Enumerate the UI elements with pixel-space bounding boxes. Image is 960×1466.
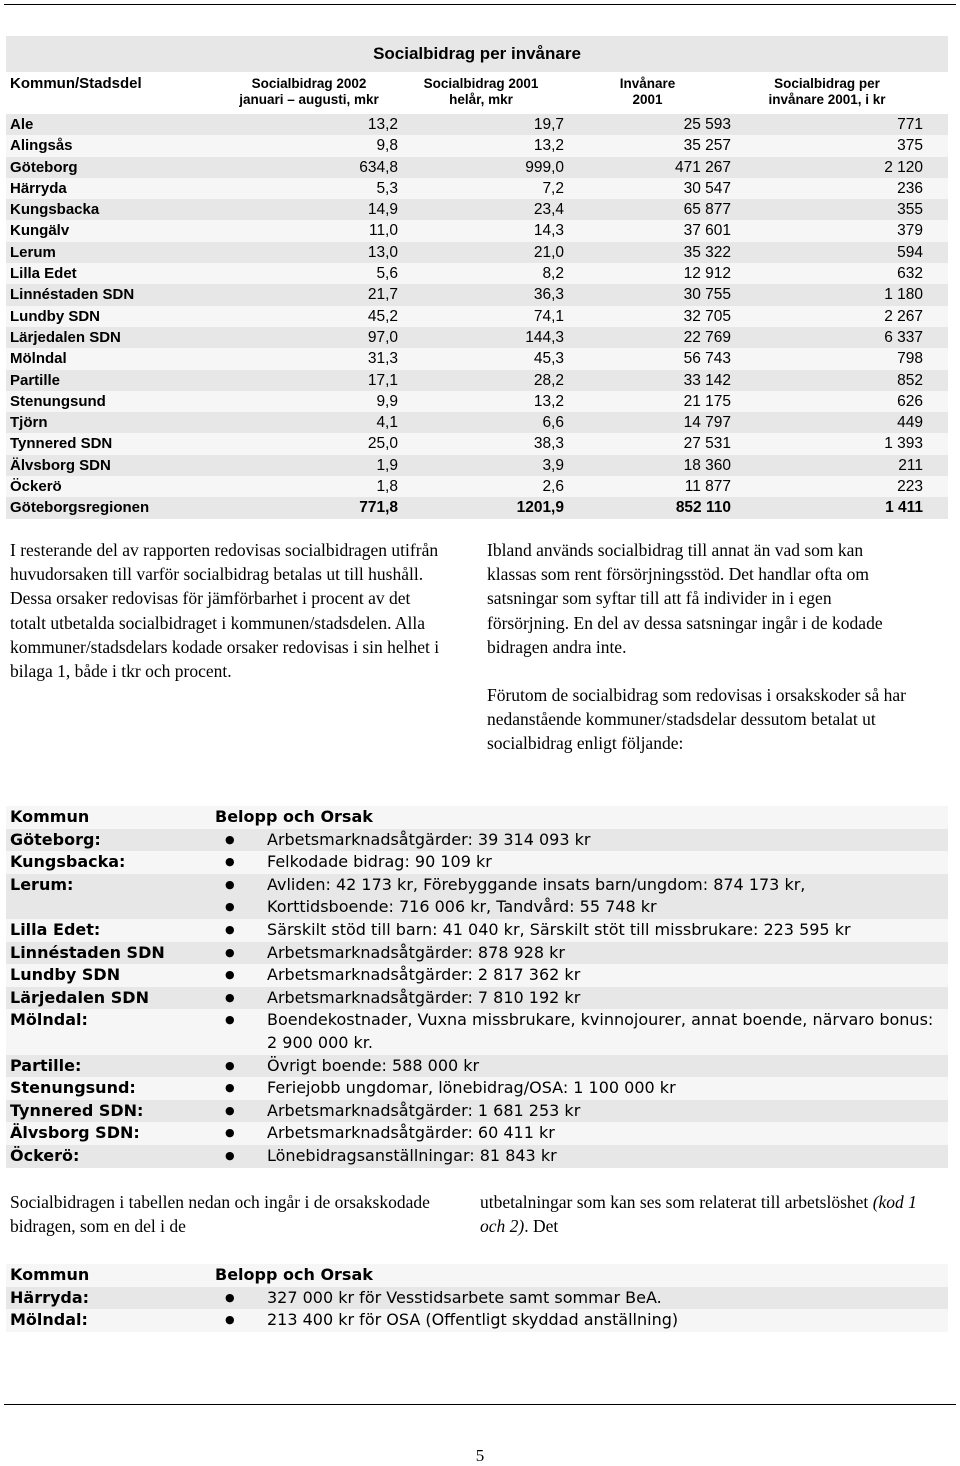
value-2002: 9,9 <box>376 392 398 410</box>
row-name: Lundby SDN <box>10 307 100 325</box>
value-per-invanare: 355 <box>897 201 923 219</box>
value-2001: 14,3 <box>533 222 564 240</box>
row-name: Stenungsund <box>10 392 106 410</box>
causes-orsak <box>215 919 948 942</box>
causes-row <box>6 1287 948 1310</box>
value-per-invanare: 236 <box>897 179 923 197</box>
right-paragraph-1: Ibland används socialbidrag till annat än vad som kan klassas som rent försörjningsstöd. Det handlar ofta om satsningar som syftar till att få individer in i egen försörjning. En del av dessa satsningar ingår i de kodade bidragen andra inte. <box>487 540 883 657</box>
value-2002: 1,8 <box>376 478 398 496</box>
bullet-icon: ● <box>225 922 235 936</box>
bottom-rule <box>4 1404 956 1405</box>
total-2001: 1201,9 <box>516 499 564 517</box>
value-2002: 97,0 <box>367 328 398 346</box>
causes-text: Felkodade bidrag: 90 109 kr <box>267 852 492 872</box>
value-2002: 14,9 <box>367 201 398 219</box>
causes-row <box>6 829 948 852</box>
total-2002: 771,8 <box>359 499 398 517</box>
row-name: Härryda <box>10 179 67 197</box>
value-per-invanare: 632 <box>897 265 923 283</box>
causes-kommun: Tynnered SDN: <box>10 1100 144 1120</box>
row-name: Alingsås <box>10 137 73 155</box>
causes-table-1 <box>6 806 948 1168</box>
table-body <box>6 114 948 497</box>
row-name: Mölndal <box>10 350 67 368</box>
bullet-icon: ● <box>225 855 235 869</box>
value-2002: 31,3 <box>367 350 398 368</box>
row-name: Kungsbacka <box>10 201 100 219</box>
value-2002: 25,0 <box>367 435 398 453</box>
header-per-invanare: Socialbidrag per invånare 2001, i kr <box>768 76 886 107</box>
value-invanare: 22 769 <box>683 328 731 346</box>
value-2001: 2,6 <box>542 478 564 496</box>
table-title: Socialbidrag per invånare <box>6 36 948 72</box>
row-name: Kungälv <box>10 222 70 240</box>
table-row <box>6 412 948 433</box>
row-name: Lilla Edet <box>10 265 77 283</box>
bullet-icon: ● <box>225 945 235 959</box>
table-row <box>6 114 948 135</box>
left-paragraph: I resterande del av rapporten redovisas socialbidragen utifrån huvudorsaken till varför socialbidrag betalas ut till hushåll. Dessa orsaker redovisas för jämförbarhet i procent av det totalt utbetalda socialbidraget i kommunen/stadsdelen. Alla kommuner/stadsdelars kodade orsaker redovisas i sin helhet i bilaga 1, både i tkr och procent. <box>10 540 440 682</box>
causes-orsak <box>215 964 948 987</box>
value-2001: 45,3 <box>533 350 564 368</box>
value-invanare: 35 322 <box>683 243 731 261</box>
causes-line <box>215 1145 948 1168</box>
causes-kommun: Lärjedalen SDN <box>10 987 149 1007</box>
causes-kommun: Kungsbacka: <box>10 852 126 872</box>
causes-text: 327 000 kr för Vesstidsarbete samt sommar BeA. <box>267 1287 662 1307</box>
value-invanare: 12 912 <box>683 265 731 283</box>
header-kommun: Kommun/Stadsdel <box>10 75 142 92</box>
value-per-invanare: 852 <box>897 371 923 389</box>
value-2001: 3,9 <box>542 456 564 474</box>
causes-line <box>215 874 948 897</box>
value-per-invanare: 223 <box>897 478 923 496</box>
causes-orsak <box>215 829 948 852</box>
causes-row <box>6 1100 948 1123</box>
value-invanare: 25 593 <box>683 116 731 133</box>
table-total-row <box>6 497 948 518</box>
causes-orsak <box>215 1100 948 1123</box>
value-2001: 36,3 <box>533 286 564 304</box>
row-name: Linnéstaden SDN <box>10 286 135 304</box>
value-2001: 8,2 <box>542 265 564 283</box>
bullet-icon: ● <box>225 1081 235 1095</box>
causes-text: Övrigt boende: 588 000 kr <box>267 1055 480 1075</box>
table-row <box>6 220 948 241</box>
value-2002: 13,2 <box>367 116 398 133</box>
causes-line <box>215 1309 948 1332</box>
row-name: Lärjedalen SDN <box>10 328 121 346</box>
causes-line <box>215 896 948 919</box>
value-2002: 17,1 <box>367 371 398 389</box>
causes-line <box>215 1100 948 1123</box>
value-invanare: 471 267 <box>674 158 731 176</box>
causes-text: Särskilt stöd till barn: 41 040 kr, Särskilt stöt till missbrukare: 223 595 kr <box>267 919 851 939</box>
value-per-invanare: 798 <box>897 350 923 368</box>
causes-row <box>6 851 948 874</box>
value-2002: 5,6 <box>376 265 398 283</box>
causes-text: Arbetsmarknadsåtgärder: 39 314 093 kr <box>267 829 591 849</box>
bullet-icon: ● <box>225 1013 235 1027</box>
value-2002: 5,3 <box>376 179 398 197</box>
causes-header-kommun: Kommun <box>10 807 90 826</box>
bullet-icon: ● <box>225 1313 235 1327</box>
causes-header-orsak: Belopp och Orsak <box>215 1265 373 1284</box>
causes-orsak <box>215 851 948 874</box>
causes-text: Arbetsmarknadsåtgärder: 60 411 kr <box>267 1123 555 1143</box>
value-2001: 38,3 <box>533 435 564 453</box>
causes-orsak <box>215 1287 948 1310</box>
causes-text: Arbetsmarknadsåtgärder: 7 810 192 kr <box>267 987 581 1007</box>
causes-kommun: Partille: <box>10 1055 82 1075</box>
causes-kommun: Mölndal: <box>10 1010 88 1030</box>
value-invanare: 18 360 <box>683 456 731 474</box>
value-invanare: 35 257 <box>683 137 731 155</box>
table-row <box>6 178 948 199</box>
causes-line <box>215 829 948 852</box>
right-paragraphs <box>487 538 907 756</box>
value-per-invanare: 6 337 <box>884 328 923 346</box>
table-row <box>6 284 948 305</box>
causes-text: Lönebidragsanställningar: 81 843 kr <box>267 1145 557 1165</box>
value-per-invanare: 1 180 <box>884 286 923 304</box>
causes-table-2 <box>6 1264 948 1332</box>
causes-header-kommun: Kommun <box>10 1265 90 1284</box>
value-invanare: 37 601 <box>683 222 731 240</box>
causes-header <box>6 806 948 829</box>
value-2002: 45,2 <box>367 307 398 325</box>
causes-text: Feriejobb ungdomar, lönebidrag/OSA: 1 100 000 kr <box>267 1078 676 1098</box>
header-2002: Socialbidrag 2002 januari – augusti, mkr <box>239 76 379 107</box>
causes-kommun: Lundby SDN <box>10 965 121 985</box>
value-invanare: 21 175 <box>683 392 731 410</box>
causes-line <box>215 987 948 1010</box>
table-row <box>6 157 948 178</box>
bullet-icon: ● <box>225 990 235 1004</box>
header-2001: Socialbidrag 2001 helår, mkr <box>423 76 539 107</box>
value-2002: 4,1 <box>376 414 398 432</box>
bottom-right-paragraph: utbetalningar som kan ses som relaterat till arbetslöshet (kod 1 och 2). Det <box>480 1192 917 1237</box>
value-invanare: 30 547 <box>683 179 731 197</box>
bullet-icon: ● <box>225 1148 235 1162</box>
causes-text: Arbetsmarknadsåtgärder: 1 681 253 kr <box>267 1100 581 1120</box>
causes-line <box>215 1122 948 1145</box>
causes-orsak <box>215 942 948 965</box>
right-paragraph-2: Förutom de socialbidrag som redovisas i orsakskoder så har nedanstående kommuner/stadsdelar dessutom betalat ut socialbidrag enligt följande: <box>487 685 906 754</box>
top-rule <box>4 4 956 5</box>
table-row <box>6 391 948 412</box>
causes-kommun: Öckerö: <box>10 1145 80 1165</box>
causes-kommun: Stenungsund: <box>10 1078 136 1098</box>
causes-text: Avliden: 42 173 kr, Förebyggande insats barn/ungdom: 874 173 kr, <box>267 874 806 894</box>
table-row <box>6 263 948 284</box>
bullet-icon: ● <box>225 1290 235 1304</box>
value-per-invanare: 375 <box>897 137 923 155</box>
bullet-icon: ● <box>225 877 235 891</box>
table-row <box>6 370 948 391</box>
row-name: Lerum <box>10 243 56 261</box>
causes-row <box>6 1009 948 1054</box>
causes-text: Boendekostnader, Vuxna missbrukare, kvinnojourer, annat boende, närvaro bonus: 2 900 000 kr. <box>267 1010 934 1052</box>
value-2001: 19,7 <box>533 116 564 133</box>
causes-kommun: Mölndal: <box>10 1310 88 1330</box>
causes-line <box>215 1009 948 1054</box>
causes-kommun: Lerum: <box>10 874 74 894</box>
value-2001: 7,2 <box>542 179 564 197</box>
value-invanare: 30 755 <box>683 286 731 304</box>
causes-row <box>6 964 948 987</box>
causes-line <box>215 1077 948 1100</box>
causes-line <box>215 851 948 874</box>
value-per-invanare: 771 <box>897 116 923 133</box>
value-2001: 21,0 <box>533 243 564 261</box>
value-2002: 9,8 <box>376 137 398 155</box>
value-2001: 6,6 <box>542 414 564 432</box>
causes-orsak <box>215 1009 948 1054</box>
value-2002: 634,8 <box>359 158 398 176</box>
causes-text: Arbetsmarknadsåtgärder: 2 817 362 kr <box>267 965 581 985</box>
bullet-icon: ● <box>225 968 235 982</box>
row-name: Partille <box>10 371 61 389</box>
causes-row <box>6 1122 948 1145</box>
table-row <box>6 327 948 348</box>
table-row <box>6 306 948 327</box>
value-invanare: 14 797 <box>683 414 731 432</box>
table-row <box>6 476 948 497</box>
causes-text: Arbetsmarknadsåtgärder: 878 928 kr <box>267 942 566 962</box>
value-2001: 13,2 <box>533 392 564 410</box>
value-invanare: 33 142 <box>683 371 731 389</box>
value-invanare: 65 877 <box>683 201 731 219</box>
causes-orsak <box>215 1309 948 1332</box>
value-2002: 11,0 <box>368 222 398 240</box>
row-name: Ale <box>10 116 34 133</box>
page-number: 5 <box>475 1446 485 1465</box>
value-per-invanare: 1 393 <box>884 435 923 453</box>
row-name: Tjörn <box>10 414 48 432</box>
value-invanare: 11 877 <box>684 478 731 496</box>
row-name: Göteborg <box>10 158 78 176</box>
table-header <box>6 72 948 114</box>
table-row <box>6 455 948 476</box>
causes-orsak <box>215 1145 948 1168</box>
row-name: Älvsborg SDN <box>10 456 111 474</box>
causes-orsak <box>215 1077 948 1100</box>
value-per-invanare: 449 <box>897 414 923 432</box>
value-2001: 74,1 <box>533 307 564 325</box>
value-2001: 23,4 <box>533 201 564 219</box>
causes-orsak <box>215 874 948 919</box>
bullet-icon: ● <box>225 1126 235 1140</box>
causes-header-orsak: Belopp och Orsak <box>215 807 373 826</box>
value-invanare: 56 743 <box>683 350 731 368</box>
value-invanare: 32 705 <box>683 307 731 325</box>
row-name: Öckerö <box>10 478 62 496</box>
causes-row <box>6 942 948 965</box>
causes-header <box>6 1264 948 1287</box>
causes-line <box>215 1055 948 1078</box>
value-per-invanare: 626 <box>897 392 923 410</box>
causes-line <box>215 919 948 942</box>
causes-row <box>6 919 948 942</box>
bottom-left-paragraph: Socialbidragen i tabellen nedan och ingår i de orsakskodade bidragen, som en del i de <box>10 1192 430 1237</box>
causes-row <box>6 1077 948 1100</box>
causes-kommun: Härryda: <box>10 1287 90 1307</box>
header-invanare: Invånare 2001 <box>619 76 676 107</box>
causes-row <box>6 1145 948 1168</box>
value-2002: 1,9 <box>376 456 398 474</box>
bullet-icon: ● <box>225 1103 235 1117</box>
bullet-icon: ● <box>225 832 235 846</box>
causes-row <box>6 874 948 919</box>
causes-kommun: Linnéstaden SDN <box>10 942 165 962</box>
table-row <box>6 199 948 220</box>
causes-line <box>215 942 948 965</box>
causes-text: Korttidsboende: 716 006 kr, Tandvård: 55 748 kr <box>267 897 657 917</box>
table-row <box>6 135 948 156</box>
causes-row <box>6 987 948 1010</box>
value-2001: 999,0 <box>525 158 564 176</box>
value-per-invanare: 594 <box>897 243 923 261</box>
total-name: Göteborgsregionen <box>10 499 150 517</box>
causes-line <box>215 964 948 987</box>
causes-kommun: Älvsborg SDN: <box>10 1123 140 1143</box>
value-2001: 144,3 <box>525 328 564 346</box>
causes-row <box>6 1309 948 1332</box>
causes-orsak <box>215 987 948 1010</box>
causes-line <box>215 1287 948 1310</box>
bullet-icon: ● <box>225 1058 235 1072</box>
value-2002: 21,7 <box>367 286 398 304</box>
value-2001: 13,2 <box>533 137 564 155</box>
value-per-invanare: 2 120 <box>884 158 923 176</box>
value-2002: 13,0 <box>367 243 398 261</box>
value-invanare: 27 531 <box>683 435 731 453</box>
table-row <box>6 348 948 369</box>
total-invanare: 852 110 <box>675 499 731 517</box>
bullet-icon: ● <box>225 900 235 914</box>
causes-orsak <box>215 1055 948 1078</box>
row-name: Tynnered SDN <box>10 435 113 453</box>
value-per-invanare: 379 <box>897 222 923 240</box>
table-row <box>6 242 948 263</box>
table-row <box>6 433 948 454</box>
causes-kommun: Lilla Edet: <box>10 919 101 939</box>
socialbidrag-table <box>6 36 948 519</box>
causes-orsak <box>215 1122 948 1145</box>
value-2001: 28,2 <box>533 371 564 389</box>
total-per-invanare: 1 411 <box>885 499 923 517</box>
causes-text: 213 400 kr för OSA (Offentligt skyddad anställning) <box>267 1310 679 1330</box>
value-per-invanare: 2 267 <box>884 307 923 325</box>
causes-row <box>6 1055 948 1078</box>
value-per-invanare: 211 <box>898 456 923 474</box>
causes-kommun: Göteborg: <box>10 829 101 849</box>
